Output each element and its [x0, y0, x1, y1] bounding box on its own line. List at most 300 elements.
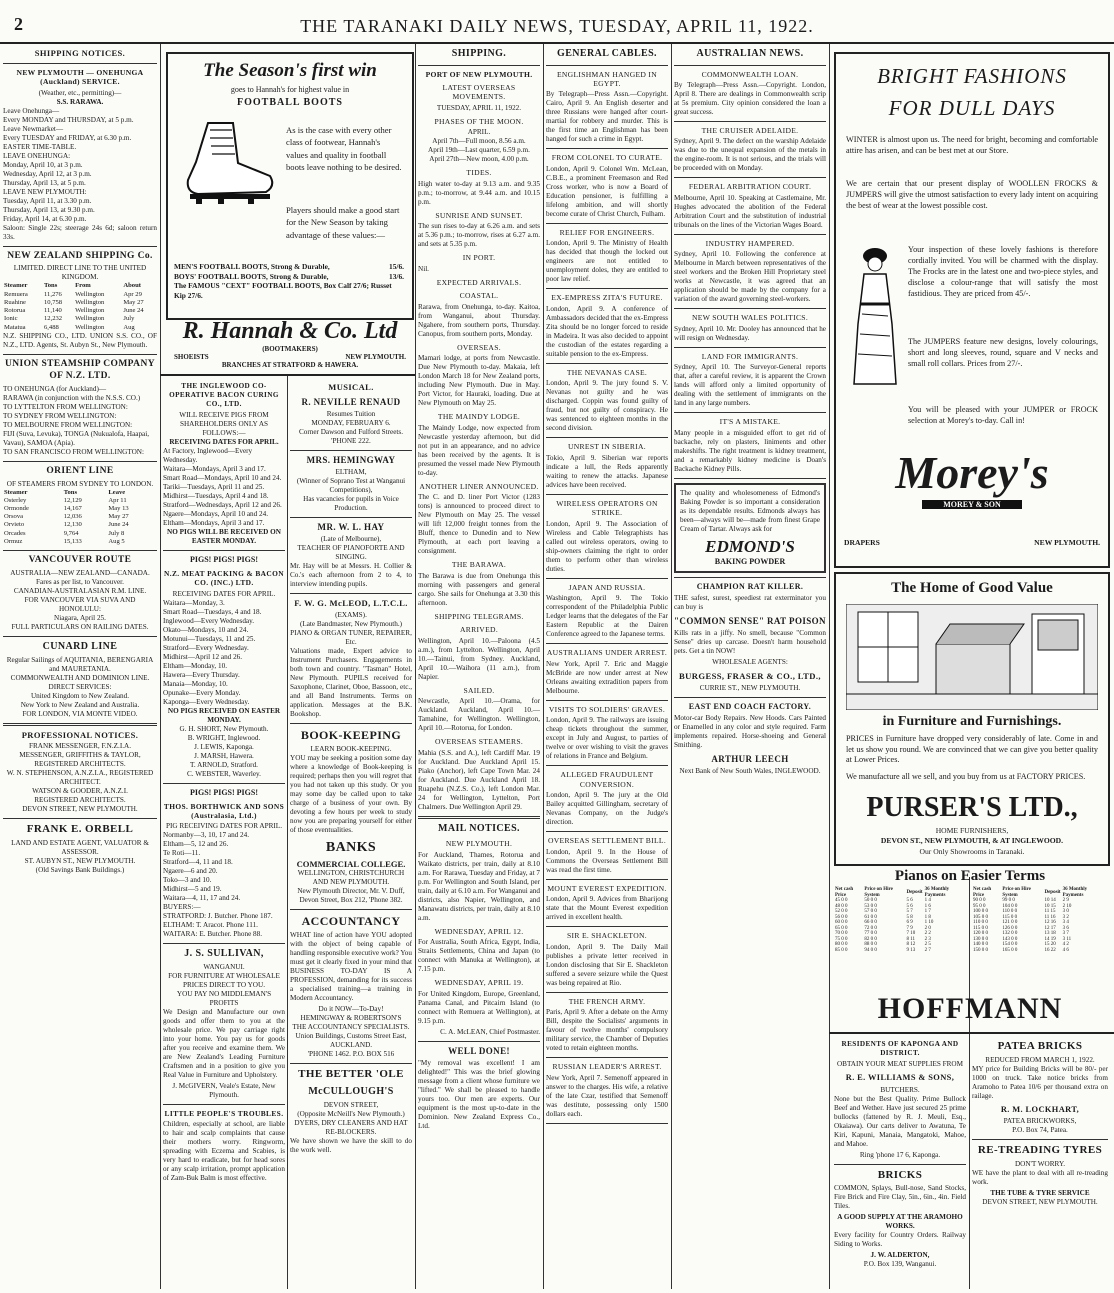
- table-cell: 3 4: [1062, 920, 1069, 925]
- text-line: DEVON STREET, NEW PLYMOUTH.: [22, 805, 138, 814]
- table-cell: 8 11: [906, 936, 916, 942]
- article-heading: INDUSTRY HAMPERED.: [705, 238, 795, 248]
- notice-heading: LITTLE PEOPLE'S TROUBLES.: [164, 1108, 284, 1118]
- table-cell: 9 13: [906, 947, 916, 953]
- table-header: 36 Monthly Payments: [924, 887, 950, 898]
- text-line: Regular Sailings of AQUITANIA, BERENGARIA and MAURETANIA.: [6, 655, 154, 673]
- notice-heading: McCULLOUGH'S: [308, 1086, 394, 1098]
- text-line: RARAWA (in conjunction with the N.S.S. CO.): [3, 393, 141, 402]
- table-cell: 10,758: [43, 298, 63, 306]
- table-row: [834, 948, 968, 954]
- text-line: (Old Savings Bank Buildings.): [35, 865, 125, 874]
- text-line: WAITARA: E. Butcher. Phone 88.: [163, 930, 263, 938]
- table-cell: 56 0 0: [835, 914, 848, 920]
- table-cell: 105 0 0: [973, 914, 988, 920]
- table-cell: 1 7: [924, 909, 931, 914]
- table-cell: 6,488: [43, 323, 59, 331]
- text-line: Every MONDAY and THURSDAY, at 5 p.m.: [3, 115, 134, 124]
- article-body: Sydney, April 9. The defect on the warship Adelaide was due to the unequal expansion of the metals in the engine-room. It is not serious, and the trials will be proceeded with on Monday.: [674, 137, 826, 173]
- text-line: Monday, April 10, at 3 p.m.: [3, 160, 83, 169]
- table-cell: Tons: [63, 488, 78, 496]
- section-heading: MAIL NOTICES.: [438, 822, 520, 834]
- table-cell: 154 0 0: [1002, 942, 1018, 947]
- article-body: London, April 9. The jury found S. V. Nevanas not guilty and he was discharged. Coppin was found guilty of fraud, but not guilty of conspiracy. He was sentenced to eighteen months in the second division.: [546, 379, 668, 433]
- table-cell: 11,140: [43, 307, 62, 315]
- text-line: Every TUESDAY and FRIDAY, at 6.30 p.m.: [3, 133, 132, 142]
- table-cell: 48 0 0: [835, 903, 848, 909]
- notice-heading: EAST END COACH FACTORY.: [688, 702, 812, 712]
- table-cell: 5 8: [906, 914, 913, 920]
- text-line: Inglewood—Every Wednesday.: [163, 616, 255, 625]
- text-line: Tariki—Tuesdays, April 11 and 25.: [163, 483, 265, 491]
- text-line: Motunui—Tuesdays, 11 and 25.: [163, 634, 256, 643]
- morey-logo: Morey's: [895, 447, 1049, 498]
- notice-text: Ring 'phone 17 6, Kaponga.: [859, 1150, 941, 1159]
- text-line: APRIL.: [467, 128, 491, 137]
- notice-heading: BURGESS, FRASER & CO., LTD.,: [679, 671, 821, 682]
- text-line: Normanby—3, 10, 17 and 24.: [163, 831, 250, 839]
- text-line: G. H. SHORT, New Plymouth.: [179, 724, 269, 733]
- column-rule: [287, 376, 288, 1289]
- ad-text: NEW PLYMOUTH.: [1034, 538, 1100, 547]
- notice-text: REDUCED FROM MARCH 1, 1922.: [985, 1055, 1095, 1064]
- shipping-column: [418, 44, 540, 1289]
- table-header: Net cash Price: [973, 887, 992, 898]
- table-cell: Remuera: [4, 290, 28, 298]
- notice-text: RECEIVING DATES FOR APRIL.: [169, 438, 279, 446]
- text-line: Wednesday, April 12, at 3 p.m.: [3, 169, 92, 178]
- text-line: Leave Newmarket—: [3, 124, 64, 133]
- notice-heading: NEW PLYMOUTH — ONEHUNGA (Auckland) SERVICE.: [16, 67, 144, 87]
- notice-lines: [418, 128, 540, 164]
- notice-heading: NEW PLYMOUTH.: [445, 839, 513, 849]
- notice-heading: OVERSEAS.: [457, 342, 501, 352]
- article-body: London, April 9. The jury at the Old Bailey acquitted Gillingham, secretary of Nevanas Company, on the Judge's direction.: [546, 791, 668, 827]
- hoffmann-logo: HOFFMANN: [877, 992, 1063, 1025]
- text-line: YOU PAY NO MIDDLEMAN'S PROFITS: [176, 989, 272, 1007]
- column-rule: [415, 44, 416, 1289]
- table-cell: 10 14: [1044, 898, 1056, 903]
- news-list: [674, 70, 826, 479]
- article-heading: OVERSEAS SETTLEMENT BILL.: [547, 836, 667, 846]
- text-line: Kaponga—Every Wednesday.: [163, 697, 250, 706]
- text-line: WELLINGTON, CHRISTCHURCH AND NEW PLYMOUTH.: [297, 869, 405, 887]
- notice-lines: [163, 831, 285, 903]
- shipping-notices-column: [3, 44, 157, 1289]
- article-heading: LAND FOR IMMIGRANTS.: [701, 351, 799, 361]
- notice-text: OF STEAMERS FROM SYDNEY TO LONDON.: [6, 479, 154, 488]
- section-heading: MUSICAL.: [328, 382, 374, 392]
- table-cell: 130 0 0: [973, 936, 988, 942]
- text-line: (Late of Melbourne),: [320, 535, 382, 544]
- notice-text: The Barawa is due from Onehunga this morning with passengers and general cargo. She sails for Onehunga at 3.30 this afternoon.: [418, 571, 540, 607]
- notice-heading: R. E. WILLIAMS & SONS,: [845, 1073, 955, 1082]
- notice-lines: [163, 972, 285, 1008]
- text-line: TO SAN FRANCISCO FROM WELLINGTON:: [3, 447, 144, 456]
- table-cell: 53 0 0: [864, 903, 877, 909]
- ad-headline: in Furniture and Furnishings.: [882, 714, 1062, 729]
- text-line: Do it NOW—To-Day!: [318, 1005, 384, 1014]
- text-line: Opunake—Every Monday.: [163, 688, 241, 697]
- notice-lines: [290, 1005, 412, 1059]
- notice-heading: UNION STEAMSHIP COMPANY OF N.Z. LTD.: [5, 358, 155, 381]
- article-body: Sydney, April 10. The Surveyor-General reports that, after a careful review, it is apparent the Crown lands will afford only a limited opportunity of dealing with the settlement of immigrants on the land in any large numbers.: [674, 363, 826, 408]
- text-line: TO SYDNEY FROM WELLINGTON:: [3, 411, 117, 420]
- text-line: Midhirst—Tuesdays, April 4 and 18.: [163, 492, 269, 500]
- ad-text: BRANCHES AT STRATFORD & HAWERA.: [221, 361, 359, 369]
- notice-text: Saloon: Single 22s; steerage 24s 6d; saloon return 33s.: [3, 223, 157, 241]
- notice-text: J. W. ALDERTON,: [870, 1251, 930, 1260]
- table-cell: Steamer: [4, 282, 28, 290]
- table-row: [3, 299, 157, 307]
- edmonds-logo: EDMOND'S: [705, 536, 795, 556]
- notice-heading: ACCOUNTANCY: [301, 914, 401, 929]
- notice-text: RECEIVING DATES FOR APRIL.: [172, 589, 276, 598]
- ad-headline: The Season's first win: [203, 60, 377, 81]
- article-heading: IT'S A MISTAKE.: [719, 417, 781, 427]
- table-cell: 3 11: [1062, 936, 1072, 942]
- text-line: CANADIAN-AUSTRALASIAN R.M. LINE.: [13, 587, 147, 596]
- text-line: (Opposite McNeill's New Plymouth.): [297, 1109, 405, 1118]
- table-cell: 3 7: [1062, 931, 1069, 936]
- text-line: FIJI (Suva, Levuka), TONGA (Nukualofa, Haapai, Vavau), SAMOA (Apia).: [3, 429, 150, 447]
- text-line: FOR FURNITURE AT WHOLESALE PRICES DIRECT TO YOU.: [168, 971, 280, 989]
- table-cell: 45 0 0: [835, 898, 848, 903]
- table-header: 36 Monthly Payments: [1062, 887, 1088, 898]
- table-cell: 104 0 0: [1002, 903, 1018, 909]
- text-line: Stratford—Every Wednesday.: [163, 643, 249, 652]
- table-cell: 65 0 0: [835, 925, 848, 931]
- table-cell: 1 10: [924, 920, 934, 925]
- notice-lines: [290, 1101, 412, 1137]
- text-line: Has vacancies for pupils in Voice Production.: [303, 495, 399, 513]
- text-line: Stratford—4, 11 and 18.: [163, 858, 233, 866]
- table-cell: 165 0 0: [1002, 947, 1018, 953]
- table-cell: 2 0: [924, 925, 931, 931]
- text-line: FOR VANCOUVER VIA SUVA AND HONOLULU:: [24, 596, 136, 614]
- text-line: Union Buildings, Customs Street East, AUCKLAND.: [295, 1032, 407, 1050]
- table-header: Deposit: [906, 889, 923, 895]
- table-cell: 15,133: [63, 537, 82, 545]
- section-heading: SHIPPING NOTICES.: [34, 48, 126, 58]
- table-cell: 14,167: [63, 504, 82, 512]
- notice-heading: RESIDENTS OF KAPONGA AND DISTRICT.: [841, 1040, 959, 1057]
- sailings-table: [3, 489, 157, 547]
- notice-text: THE safest, surest, speediest rat exterminator you can buy is: [674, 594, 826, 612]
- notice-lines: [3, 385, 157, 457]
- pig-notices-column: [163, 378, 285, 1288]
- table-cell: From: [75, 282, 91, 290]
- table-cell: 100 0 0: [973, 909, 988, 914]
- notice-lines: [163, 599, 285, 707]
- notice-heading: ANOTHER LINER ANNOUNCED.: [419, 481, 539, 491]
- table-cell: 1 4: [924, 898, 931, 903]
- table-row: [3, 291, 157, 299]
- ad-headline: BRIGHT FASHIONS: [877, 64, 1067, 88]
- article-heading: EX-EMPRESS ZITA'S FUTURE.: [551, 293, 663, 303]
- text-line: REGISTERED ARCHITECTS.: [34, 796, 126, 805]
- table-cell: Aug 5: [108, 537, 125, 545]
- notice-text: For United Kingdom, Europe, Greenland, Panama Canal, and Pitcairn Island (to connect with Remuera at Wellington), at 9.15 p.m.: [418, 989, 540, 1025]
- table-cell: 110 0 0: [973, 920, 988, 925]
- table-cell: July 8: [108, 529, 125, 537]
- table-cell: Orvieto: [4, 521, 25, 529]
- notice-text: PATEA BRICKWORKS,: [1003, 1117, 1077, 1126]
- notice-text: N.Z. SHIPPING CO., LTD. UNION S.S. CO., OF N.Z., LTD. Agents, St. Aubyn St., New Plymouth.: [3, 331, 157, 349]
- notice-text: CURRIE ST., NEW PLYMOUTH.: [699, 684, 801, 693]
- morey-fashions-ad: [834, 52, 1110, 568]
- notice-heading: WELL DONE!: [448, 1045, 510, 1056]
- table-cell: 14 19: [1044, 936, 1056, 942]
- table-row: [3, 521, 157, 529]
- text-line: STRATFORD: J. Butcher. Phone 187.: [163, 912, 273, 920]
- text-line: LAND AND ESTATE AGENT, VALUATOR & ASSESSOR.: [11, 838, 149, 856]
- notice-heading: COASTAL.: [459, 291, 499, 301]
- notice-heading: NEW ZEALAND SHIPPING Co.: [7, 250, 153, 261]
- notice-heading: CUNARD LINE: [42, 641, 118, 653]
- table-cell: 77 0 0: [864, 931, 877, 936]
- table-cell: June 24: [108, 521, 129, 529]
- notice-heading: R. NEVILLE RENAUD: [301, 396, 401, 407]
- ad-text: (BOOTMAKERS): [262, 345, 318, 353]
- hoffmann-pianos-ad: [834, 868, 1106, 953]
- ad-body: We are certain that our present display of WOOLLEN FROCKS & JUMPERS will give the utmost satisfaction to every lady intent on acquiring the best of wear at the lowest possible cost.: [846, 179, 1098, 211]
- text-line: LEAVE NEW PLYMOUTH:: [3, 187, 87, 196]
- notice-heading: TIDES.: [466, 168, 492, 178]
- notice-heading: BANKS: [325, 840, 377, 856]
- ad-body: WINTER is almost upon us. The need for bright, becoming and comfortable attire has arisen, and can be best met at our Store.: [846, 135, 1098, 156]
- text-line: At Factory, Inglewood—Every Wednesday.: [163, 447, 253, 464]
- ad-text: DRAPERS: [844, 538, 880, 547]
- table-cell: 10 15: [1044, 903, 1056, 909]
- table-cell: 12 16: [1044, 920, 1056, 925]
- notice-text: DON'T WORRY.: [1014, 1160, 1066, 1168]
- table-cell: Wellington: [75, 298, 105, 306]
- text-line: Waitara—Monday, 3.: [163, 598, 225, 607]
- table-cell: 60 0 0: [835, 920, 848, 925]
- text-line: United Kingdom to New Zealand.: [30, 691, 129, 700]
- table-cell: 8 12: [906, 942, 916, 947]
- table-cell: May 27: [123, 298, 144, 306]
- notice-text: WILL RECEIVE PIGS FROM SHAREHOLDERS ONLY AS FOLLOWS:—: [179, 411, 269, 437]
- column-rule: [160, 44, 161, 1289]
- table-header: Price on Hire System: [864, 887, 893, 898]
- article-heading: NEW SOUTH WALES POLITICS.: [691, 313, 809, 323]
- notice-lines: [3, 839, 157, 875]
- text-line: Eltham—5, 12 and 26.: [163, 840, 229, 848]
- table-cell: Apr 11: [108, 496, 127, 504]
- table-cell: Orcades: [4, 529, 26, 537]
- table-header-row: [834, 887, 968, 898]
- table-row: [3, 282, 157, 290]
- table-cell: July: [123, 315, 135, 323]
- notice-heading: PIGS! PIGS! PIGS!: [189, 787, 258, 797]
- notice-text: Every facility for Country Orders. Railway Siding to Works.: [834, 1231, 966, 1249]
- table-cell: 94 0 0: [864, 947, 877, 953]
- text-line: COMMONWEALTH AND DOMINION LINE.: [10, 673, 150, 682]
- notice-heading: "COMMON SENSE" RAT POISON: [674, 616, 826, 627]
- table-cell: May 27: [108, 513, 129, 521]
- table-row: [3, 538, 157, 546]
- text-line: TO MELBOURNE FROM WELLINGTON:: [3, 420, 133, 429]
- text-line: ELTHAM: T. Aracot. Phone 111.: [163, 921, 258, 929]
- notice-text: P.O. Box 74, Patea.: [1012, 1126, 1068, 1135]
- table-row: [3, 513, 157, 521]
- table-cell: 52 0 0: [835, 909, 848, 914]
- article-heading: VISITS TO SOLDIERS' GRAVES.: [548, 704, 666, 714]
- ad-body: The JUMPERS feature new designs, lovely colourings, short and long sleeves, round, square and V necks and small roll collars. Prices from 27/-.: [908, 337, 1098, 369]
- table-cell: 2 5: [924, 942, 931, 947]
- table-cell: Tons: [43, 282, 58, 290]
- ad-body: As is the case with every other class of footwear, Hannah's values and quality in football boots leave nothing to be desired.: [286, 125, 402, 173]
- text-line: Hawera—Every Thursday.: [163, 670, 240, 679]
- notice-text: The C. and D. liner Port Victor (1283 tons) is announced to proceed direct to New Plymouth on May 25. The vessel will lift 12,000 freight tonnes from the Bluff, thence to Dunedin and to New Plymouth, at each port leaving a consignment.: [418, 493, 540, 556]
- notice-text: The sun rises to-day at 6.26 a.m. and sets at 5.36 p.m.; to-morrow, rises at 6.27 a.m. and sets at 5.35 p.m.: [418, 222, 540, 249]
- article-body: Sydney, April 10. Following the conference at Melbourne in March between representatives of the steel workers and the Broken Hill Proprietary steel works at Newcastle, it was agreed that an application should be made by the company for a variation of the award governing steel-workers.: [674, 250, 826, 304]
- notice-lines: [290, 410, 412, 446]
- divider: [829, 1032, 1114, 1034]
- notice-heading: ARRIVED.: [459, 625, 499, 635]
- text-line: C. WEBSTER, Waverley.: [187, 769, 261, 778]
- notice-heading: J. S. SULLIVAN,: [184, 948, 264, 959]
- table-row: [972, 948, 1106, 954]
- notice-text: J. McGIVERN, Veale's Estate, New Plymouth.: [172, 1081, 276, 1099]
- price-item: The FAMOUS "CEXT" FOOTBALL BOOTS, Box Calf 27/6; Russet Kip 27/6.: [174, 281, 392, 300]
- woman-figure-icon: [848, 244, 902, 394]
- table-cell: Aug: [123, 323, 135, 331]
- table-row: [3, 497, 157, 505]
- notice-heading: PATEA BRICKS: [997, 1040, 1083, 1052]
- table-row: [3, 489, 157, 497]
- notice-heading: IN PORT.: [462, 253, 496, 263]
- ad-product: FOOTBALL BOOTS: [237, 97, 343, 108]
- notice-text: Mr. Hay will be at Messrs. H. Collier & Co.'s each afternoon from 2 to 4, to interview intending pupils.: [290, 562, 412, 589]
- table-cell: 115 0 0: [973, 925, 988, 931]
- text-line: Smart Road—Tuesdays, 4 and 18.: [163, 607, 262, 616]
- notice-text: OBTAIN YOUR MEAT SUPPLIES FROM: [836, 1060, 964, 1068]
- table-cell: Wellington: [75, 290, 105, 298]
- price-row: [174, 262, 404, 272]
- text-line: Ngaere—Mondays, April 10 and 24.: [163, 510, 268, 518]
- article-heading: FEDERAL ARBITRATION COURT.: [688, 182, 812, 192]
- column-rule: [829, 44, 830, 1289]
- notice-lines: [290, 468, 412, 513]
- musical-column: [290, 378, 412, 1288]
- price-row: [174, 272, 404, 282]
- table-cell: 121 0 0: [1002, 920, 1018, 925]
- table-cell: Ruahine: [4, 298, 26, 306]
- text-line: T. ARNOLD, Stratford.: [190, 760, 258, 769]
- text-line: Smart Road—Mondays, April 10 and 24.: [163, 474, 282, 482]
- table-cell: Wellington: [75, 323, 105, 331]
- pursers-furniture-ad: [834, 572, 1110, 866]
- table-cell: 16 22: [1044, 947, 1056, 953]
- ad-text: SHOEISTS: [174, 353, 209, 361]
- article-heading: FROM COLONEL TO CURATE.: [551, 153, 663, 163]
- notice-text: WHAT line of action have YOU adopted with the object of being capable of handling responsible executive work? You must get it clearly fixed in your mind that BUSINESS TO-DAY IS A PROFESSION, demanding for its success a specialised training—a training in Modern Accountancy.: [290, 931, 412, 1003]
- table-cell: Orsova: [4, 513, 24, 521]
- article-heading: JAPAN AND RUSSIA.: [568, 582, 646, 592]
- notice-heading: OVERSEAS STEAMERS.: [434, 737, 524, 747]
- notice-lines: [3, 656, 157, 719]
- table-cell: Apr 29: [123, 290, 142, 298]
- text-line: Okato—Mondays, 10 and 24.: [163, 625, 249, 634]
- notice-text: TUESDAY, APRIL 11, 1922.: [436, 103, 522, 112]
- table-cell: 150 0 0: [973, 947, 988, 953]
- table-cell: 126 0 0: [1002, 925, 1018, 931]
- notice-text: LEARN BOOK-KEEPING.: [310, 745, 392, 754]
- price-item: MEN'S FOOTBALL BOOTS, Strong & Durable,: [174, 262, 330, 271]
- table-cell: 140 0 0: [973, 942, 988, 947]
- notice-heading: THOS. BORTHWICK AND SONS (Australasia, Ltd.): [163, 801, 285, 820]
- ad-body: PRICES in Furniture have dropped very considerably of late. Come in and let us show you round. We are convinced that we can give you better quality at Lower Prices.: [846, 734, 1098, 765]
- article-heading: THE CRUISER ADELAIDE.: [701, 125, 799, 135]
- text-line: TEACHER OF PIANOFORTE AND SINGING.: [297, 544, 405, 562]
- table-cell: 5 7: [906, 909, 913, 914]
- text-line: FRANK MESSENGER, F.N.Z.I.A.: [28, 742, 132, 751]
- table-cell: 120 0 0: [973, 931, 988, 936]
- notice-lines: [290, 869, 412, 905]
- price-value: 15/6.: [389, 262, 404, 271]
- table-cell: Osterley: [4, 496, 27, 504]
- edmonds-ad: [674, 483, 826, 573]
- table-cell: Matatua: [4, 323, 26, 331]
- text-line: New Plymouth Director, Mr. V. Duff, Devon Street, Box 212, 'Phone 382.: [297, 887, 405, 905]
- notice-heading: THE INGLEWOOD CO-OPERATIVE BACON CURING CO., LTD.: [169, 382, 279, 408]
- text-line: AUSTRALIA—NEW ZEALAND—CANADA.: [10, 569, 150, 578]
- table-cell: 1 6: [924, 903, 931, 909]
- section-heading: GENERAL CABLES.: [557, 48, 657, 59]
- notice-text: For Auckland, Thames, Rotorua and Waikato districts, per train, daily at 8.10 a.m. For Rarawa, Tuesday and Friday, at 7 p.m. For Wellington and South Island, per train, daily at 6.10 a.m. For Wanganui and districts, also Napier, Wellington, and Manawatu districts, per train, daily at 8.10 a.m.: [418, 850, 540, 922]
- table-cell: 132 0 0: [1002, 931, 1018, 936]
- notice-text: MY price for Building Bricks will be 80/- per 1000 on truck. Take notice bricks from Aramoho to Patea 10/6 per thousand extra on railage.: [972, 1064, 1108, 1100]
- table-cell: 80 0 0: [835, 942, 848, 947]
- notice-text: We have shown we have the skill to do the work well.: [290, 1136, 412, 1154]
- table-cell: 88 0 0: [864, 942, 877, 947]
- notice-heading: THE BARAWA.: [451, 560, 507, 570]
- ad-text: DEVON ST., NEW PLYMOUTH, & AT INGLEWOOD.: [880, 836, 1064, 845]
- table-cell: 11 16: [1044, 914, 1056, 920]
- table-cell: 3 6: [1062, 925, 1069, 931]
- ad-text: BAKING POWDER: [714, 557, 786, 567]
- notice-lines: [3, 569, 157, 632]
- notice-lines: [163, 447, 285, 528]
- article-body: New York, April 7. Semenoff appeared in answer to the charges. His wife, a relative of the late Czar, testified that Semenoff was destitute, possessing only 1500 dollars each.: [546, 1073, 668, 1118]
- notice-lines: [3, 742, 157, 814]
- article-body: London, April 9. The Ministry of Health has decided that though the locked out engineers are not entitled to unemployment doles, they are entitled to poor law relief.: [546, 239, 668, 284]
- text-line: FOR LONDON, VIA MONTE VIDEO.: [22, 709, 138, 718]
- text-line: ELTHAM,: [335, 468, 367, 477]
- notice-text: Mamari lodge, at ports from Newcastle. Due New Plymouth to-day. Makaia, left London March 18 for New Zealand ports, including New Plymouth. Due in May. Port Victor, for Hauraki, loading. Due at New Plymouth on May 25.: [418, 354, 540, 408]
- notice-heading: F. W. G. McLEOD, L.T.C.L.: [294, 598, 408, 609]
- furniture-room-icon: [846, 604, 1098, 710]
- text-line: ST. AUBYN ST., NEW PLYMOUTH.: [24, 856, 136, 865]
- notice-text: LIMITED. DIRECT LINE TO THE UNITED KINGDOM.: [13, 264, 147, 282]
- text-line: Midhirst—April 12 and 26.: [163, 652, 243, 661]
- table-cell: 12,130: [63, 521, 82, 529]
- table-cell: About: [123, 282, 141, 290]
- notice-lines: [163, 903, 285, 939]
- price-value: 13/6.: [389, 271, 404, 281]
- table-cell: 12,232: [43, 315, 63, 323]
- table-cell: 75 0 0: [835, 936, 848, 942]
- ad-body: You will be pleased with your JUMPER or FROCK selection at Morey's to-day. Call in!: [908, 405, 1098, 426]
- notice-text: PIG RECEIVING DATES FOR APRIL.: [165, 822, 282, 830]
- price-row: [174, 281, 404, 300]
- notice-lines: [290, 535, 412, 562]
- table-cell: 72 0 0: [864, 925, 877, 931]
- text-line: LEAVE ONEHUNGA:: [3, 151, 71, 160]
